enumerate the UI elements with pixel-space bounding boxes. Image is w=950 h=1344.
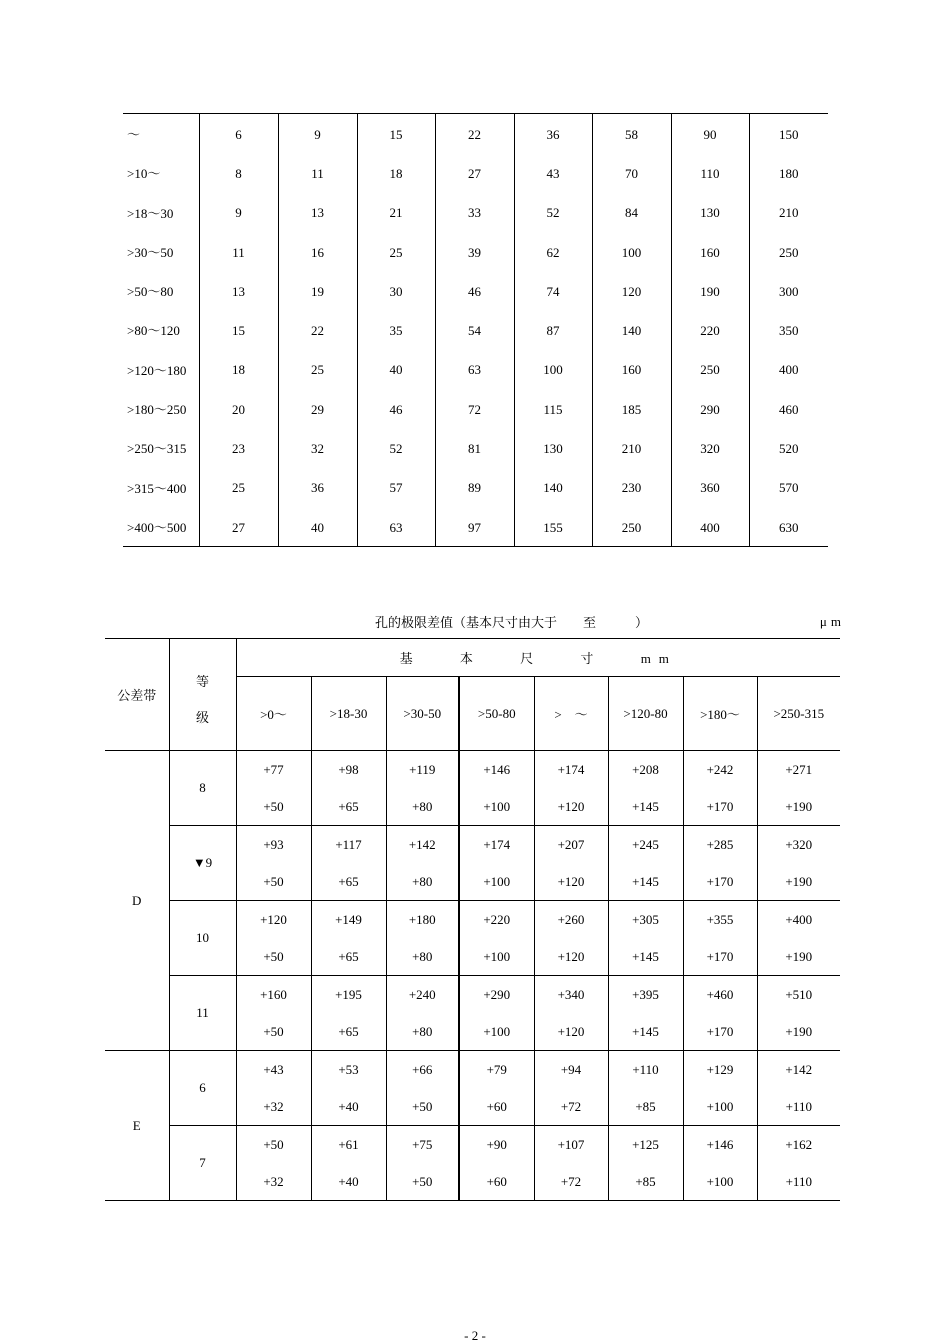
deviation-cell [459, 826, 534, 901]
lower-deviation: +100 [483, 799, 511, 814]
tolerance-value-cell: 97 [435, 507, 514, 547]
upper-deviation: +245 [632, 837, 659, 852]
zone-cell: D [105, 751, 169, 1051]
tolerance-value-cell: 35 [357, 310, 435, 349]
tolerance-value-cell: 40 [278, 507, 357, 547]
upper-deviation: +290 [483, 987, 511, 1002]
tolerance-value-cell: 54 [435, 310, 514, 349]
tolerance-value-cell: 18 [199, 350, 278, 389]
limit-deviation-caption [105, 612, 845, 632]
lower-deviation: +100 [706, 1099, 734, 1114]
deviation-cell [311, 826, 386, 901]
tolerance-value-cell: 130 [671, 193, 749, 232]
deviation-cell [311, 1126, 386, 1201]
upper-deviation: +142 [408, 837, 436, 852]
tolerance-row [123, 232, 828, 271]
tolerance-value-cell: 185 [592, 389, 671, 428]
tolerance-value-cell: 63 [357, 507, 435, 547]
tolerance-value-cell: 460 [749, 389, 828, 428]
tolerance-value-cell: 400 [671, 507, 749, 547]
deviation-cell [236, 826, 311, 901]
lower-deviation: +110 [785, 1174, 812, 1189]
tolerance-value-cell: 15 [199, 310, 278, 349]
lower-deviation: +100 [483, 1024, 511, 1039]
deviation-row [105, 826, 840, 901]
band-char-2: 本 [459, 652, 473, 667]
basic-size-header [236, 639, 840, 677]
lower-deviation: +50 [263, 949, 284, 964]
tolerance-value-cell: 520 [749, 428, 828, 467]
upper-deviation: +162 [785, 1137, 813, 1152]
upper-deviation: +355 [706, 912, 734, 927]
tolerance-value-cell: 120 [592, 271, 671, 310]
deviation-cell [236, 976, 311, 1051]
upper-deviation: +174 [483, 837, 511, 852]
tolerance-value-cell: 100 [514, 350, 592, 389]
lower-deviation: +190 [785, 1024, 813, 1039]
lower-deviation: +50 [412, 1099, 433, 1114]
tolerance-value-cell: 20 [199, 389, 278, 428]
tolerance-value-cell: 63 [435, 350, 514, 389]
band-unit: mm [640, 651, 677, 666]
deviation-cell [311, 751, 386, 826]
grade-cell: 11 [169, 976, 236, 1051]
tolerance-value-cell: 90 [671, 114, 749, 154]
lower-deviation: +100 [706, 1174, 734, 1189]
upper-deviation: +305 [632, 912, 659, 927]
lower-deviation: +190 [785, 949, 813, 964]
tolerance-value-cell: 21 [357, 193, 435, 232]
lower-deviation: +190 [785, 874, 813, 889]
size-range-cell: >400～500 [127, 519, 187, 535]
upper-deviation: +146 [483, 762, 511, 777]
tolerance-value-cell: 250 [671, 350, 749, 389]
lower-deviation: +65 [338, 1024, 359, 1039]
tolerance-value-cell: 18 [357, 153, 435, 192]
tolerance-value-cell: 130 [514, 428, 592, 467]
deviation-cell [236, 1051, 311, 1126]
tolerance-value-cell: 46 [435, 271, 514, 310]
tolerance-value-cell: 6 [199, 114, 278, 154]
lower-deviation: +80 [412, 874, 433, 889]
upper-deviation: +117 [335, 837, 362, 852]
tolerance-value-cell: 210 [592, 428, 671, 467]
tolerance-value-cell: 74 [514, 271, 592, 310]
band-char-3: 尺 [520, 652, 534, 667]
grade-cell: 8 [169, 751, 236, 826]
tolerance-value-cell: 300 [749, 271, 828, 310]
tolerance-value-cell: 150 [749, 114, 828, 154]
upper-deviation: +107 [557, 1137, 585, 1152]
deviation-cell [311, 1051, 386, 1126]
lower-deviation: +170 [706, 1024, 734, 1039]
tolerance-value-cell: 13 [199, 271, 278, 310]
deviation-cell [608, 901, 683, 976]
tolerance-value-cell: 250 [592, 507, 671, 547]
tolerance-value-cell: 16 [278, 232, 357, 271]
tolerance-value-cell: 58 [592, 114, 671, 154]
page-number: - 2 - [464, 1328, 486, 1343]
lower-deviation: +40 [338, 1174, 359, 1189]
size-header-cell: >0～ [236, 677, 311, 751]
tolerance-value-cell: 110 [671, 153, 749, 192]
size-header-cell: >250-315 [757, 677, 840, 751]
size-range-cell: >10～ [127, 166, 161, 182]
lower-deviation: +50 [263, 799, 284, 814]
deviation-row [105, 901, 840, 976]
grade-cell: 10 [169, 901, 236, 976]
lower-deviation: +120 [557, 799, 585, 814]
upper-deviation: +142 [785, 1062, 813, 1077]
deviation-cell [534, 751, 608, 826]
hole-limit-deviation-table-body [105, 639, 840, 1201]
upper-deviation: +220 [483, 912, 511, 927]
tolerance-value-cell: 52 [514, 193, 592, 232]
tolerance-value-cell: 350 [749, 310, 828, 349]
tolerance-row [123, 389, 828, 428]
tolerance-value-cell: 22 [278, 310, 357, 349]
upper-deviation: +320 [785, 837, 813, 852]
lower-deviation: +170 [706, 949, 734, 964]
size-header-cell: >50-80 [459, 677, 534, 751]
deviation-cell [386, 1126, 459, 1201]
tolerance-value-cell: 140 [514, 468, 592, 507]
upper-deviation: +93 [263, 837, 284, 852]
size-header-cell: >120-80 [608, 677, 683, 751]
upper-deviation: +271 [785, 762, 813, 777]
tolerance-value-cell: 11 [278, 153, 357, 192]
lower-deviation: +170 [706, 874, 734, 889]
tolerance-value-cell: 25 [199, 468, 278, 507]
tolerance-value-cell: 570 [749, 468, 828, 507]
upper-deviation: +77 [263, 762, 284, 777]
lower-deviation: +145 [632, 874, 659, 889]
lower-deviation: +85 [635, 1174, 656, 1189]
upper-deviation: +395 [632, 987, 659, 1002]
tolerance-value-cell: 250 [749, 232, 828, 271]
size-range-cell: >180～250 [127, 402, 187, 418]
deviation-cell [459, 1126, 534, 1201]
upper-deviation: +149 [335, 912, 362, 927]
tolerance-grade-table-body [123, 114, 828, 547]
tolerance-value-cell: 230 [592, 468, 671, 507]
lower-deviation: +80 [412, 949, 433, 964]
tolerance-row [123, 468, 828, 507]
deviation-cell [683, 976, 757, 1051]
tolerance-value-cell: 36 [514, 114, 592, 154]
deviation-cell [459, 751, 534, 826]
size-range-cell: ～ [127, 127, 141, 142]
deviation-cell [683, 1051, 757, 1126]
upper-deviation: +119 [409, 762, 436, 777]
deviation-cell [459, 901, 534, 976]
upper-deviation: +242 [706, 762, 734, 777]
upper-deviation: +50 [263, 1137, 284, 1152]
deviation-cell [386, 751, 459, 826]
lower-deviation: +145 [632, 1024, 659, 1039]
tolerance-row [123, 271, 828, 310]
tolerance-value-cell: 72 [435, 389, 514, 428]
deviation-cell [386, 826, 459, 901]
tolerance-value-cell: 210 [749, 193, 828, 232]
tolerance-value-cell: 39 [435, 232, 514, 271]
size-header-cell: >18-30 [311, 677, 386, 751]
deviation-cell [757, 826, 840, 901]
size-header-cell: > ～ [534, 677, 608, 751]
tolerance-value-cell: 30 [357, 271, 435, 310]
upper-deviation: +195 [335, 987, 362, 1002]
tolerance-value-cell: 22 [435, 114, 514, 154]
deviation-cell [683, 1126, 757, 1201]
deviation-cell [757, 901, 840, 976]
lower-deviation: +100 [483, 874, 511, 889]
lower-deviation: +120 [557, 874, 585, 889]
tolerance-value-cell: 52 [357, 428, 435, 467]
grade-cell: 6 [169, 1051, 236, 1126]
lower-deviation: +145 [632, 799, 659, 814]
lower-deviation: +145 [632, 949, 659, 964]
tolerance-value-cell: 400 [749, 350, 828, 389]
lower-deviation: +50 [263, 1024, 284, 1039]
upper-deviation: +510 [785, 987, 813, 1002]
tolerance-value-cell: 27 [199, 507, 278, 547]
lower-deviation: +120 [557, 949, 585, 964]
tolerance-value-cell: 9 [199, 193, 278, 232]
tolerance-value-cell: 115 [514, 389, 592, 428]
deviation-cell [311, 976, 386, 1051]
tolerance-value-cell: 84 [592, 193, 671, 232]
upper-deviation: +207 [557, 837, 585, 852]
tolerance-value-cell: 15 [357, 114, 435, 154]
deviation-row [105, 751, 840, 826]
tolerance-value-cell: 13 [278, 193, 357, 232]
tolerance-row [123, 350, 828, 389]
band-char-4: 寸 [580, 652, 594, 667]
tolerance-value-cell: 140 [592, 310, 671, 349]
tolerance-value-cell: 155 [514, 507, 592, 547]
lower-deviation: +50 [263, 874, 284, 889]
deviation-cell [757, 751, 840, 826]
lower-deviation: +40 [338, 1099, 359, 1114]
size-range-cell: >250～315 [127, 441, 187, 457]
tolerance-value-cell: 180 [749, 153, 828, 192]
deviation-cell [534, 1051, 608, 1126]
deviation-cell [757, 1126, 840, 1201]
lower-deviation: +170 [706, 799, 734, 814]
tolerance-value-cell: 100 [592, 232, 671, 271]
tolerance-grade-table [123, 113, 828, 547]
upper-deviation: +94 [560, 1062, 582, 1077]
deviation-cell [386, 901, 459, 976]
lower-deviation: +110 [785, 1099, 812, 1114]
deviation-cell [608, 976, 683, 1051]
lower-deviation: +65 [338, 874, 359, 889]
deviation-cell [534, 826, 608, 901]
deviation-cell [608, 826, 683, 901]
deviation-cell [757, 976, 840, 1051]
upper-deviation: +240 [408, 987, 436, 1002]
tolerance-value-cell: 62 [514, 232, 592, 271]
tolerance-value-cell: 290 [671, 389, 749, 428]
upper-deviation: +53 [338, 1062, 359, 1077]
deviation-cell [236, 751, 311, 826]
tolerance-row [123, 114, 828, 154]
lower-deviation: +72 [560, 1174, 582, 1189]
upper-deviation: +120 [260, 912, 287, 927]
deviation-cell [534, 976, 608, 1051]
grade-cell: ▼9 [169, 826, 236, 901]
upper-deviation: +75 [412, 1137, 433, 1152]
tolerance-value-cell: 32 [278, 428, 357, 467]
tolerance-value-cell: 81 [435, 428, 514, 467]
size-range-cell: >80～120 [127, 323, 180, 339]
lower-deviation: +80 [412, 799, 433, 814]
tolerance-value-cell: 630 [749, 507, 828, 547]
tolerance-row [123, 193, 828, 232]
deviation-cell [386, 1051, 459, 1126]
lower-deviation: +120 [557, 1024, 585, 1039]
zone-cell: E [105, 1051, 169, 1201]
upper-deviation: +110 [632, 1062, 659, 1077]
limit-deviation-title: 孔的极限差值（基本尺寸由大于 至 ） [375, 616, 649, 631]
tolerance-value-cell: 87 [514, 310, 592, 349]
lower-deviation: +60 [486, 1174, 507, 1189]
size-header-cell: >180～ [683, 677, 757, 751]
tolerance-value-cell: 11 [199, 232, 278, 271]
grade-cell: 7 [169, 1126, 236, 1201]
size-range-cell: >30～50 [127, 244, 174, 260]
tolerance-value-cell: 23 [199, 428, 278, 467]
upper-deviation: +66 [412, 1062, 433, 1077]
tolerance-value-cell: 46 [357, 389, 435, 428]
lower-deviation: +65 [338, 949, 359, 964]
deviation-cell [608, 1051, 683, 1126]
lower-deviation: +32 [263, 1099, 284, 1114]
deviation-cell [608, 1126, 683, 1201]
lower-deviation: +50 [412, 1174, 433, 1189]
upper-deviation: +174 [557, 762, 585, 777]
tolerance-value-cell: 25 [278, 350, 357, 389]
deviation-cell [311, 901, 386, 976]
tolerance-value-cell: 9 [278, 114, 357, 154]
upper-deviation: +160 [260, 987, 287, 1002]
tolerance-value-cell: 27 [435, 153, 514, 192]
tolerance-row [123, 153, 828, 192]
upper-deviation: +90 [486, 1137, 507, 1152]
tolerance-value-cell: 29 [278, 389, 357, 428]
deviation-cell [608, 751, 683, 826]
grade-header-bottom: 级 [195, 710, 209, 726]
deviation-cell [386, 976, 459, 1051]
size-header-cell: >30-50 [386, 677, 459, 751]
deviation-cell [236, 901, 311, 976]
lower-deviation: +80 [412, 1024, 433, 1039]
size-range-cell: >315～400 [127, 480, 187, 496]
upper-deviation: +125 [632, 1137, 659, 1152]
upper-deviation: +400 [785, 912, 813, 927]
deviation-cell [683, 901, 757, 976]
lower-deviation: +100 [483, 949, 511, 964]
tolerance-value-cell: 33 [435, 193, 514, 232]
tolerance-value-cell: 89 [435, 468, 514, 507]
upper-deviation: +460 [706, 987, 734, 1002]
tolerance-value-cell: 43 [514, 153, 592, 192]
upper-deviation: +61 [338, 1137, 359, 1152]
lower-deviation: +32 [263, 1174, 284, 1189]
upper-deviation: +285 [706, 837, 734, 852]
lower-deviation: +190 [785, 799, 813, 814]
tolerance-row [123, 507, 828, 547]
grade-header-top: 等 [195, 674, 209, 690]
tolerance-value-cell: 220 [671, 310, 749, 349]
zone-header: 公差带 [105, 639, 169, 751]
deviation-cell [236, 1126, 311, 1201]
lower-deviation: +85 [635, 1099, 656, 1114]
upper-deviation: +129 [706, 1062, 734, 1077]
deviation-cell [459, 1051, 534, 1126]
tolerance-value-cell: 70 [592, 153, 671, 192]
size-range-cell: >18～30 [127, 205, 174, 221]
deviation-row [105, 1051, 840, 1126]
upper-deviation: +340 [557, 987, 585, 1002]
unit-label: μm [819, 614, 845, 629]
upper-deviation: +260 [557, 912, 585, 927]
tolerance-value-cell: 360 [671, 468, 749, 507]
lower-deviation: +60 [486, 1099, 507, 1114]
tolerance-row [123, 310, 828, 349]
deviation-cell [534, 901, 608, 976]
tolerance-value-cell: 57 [357, 468, 435, 507]
upper-deviation: +180 [408, 912, 436, 927]
tolerance-value-cell: 320 [671, 428, 749, 467]
tolerance-value-cell: 190 [671, 271, 749, 310]
deviation-cell [459, 976, 534, 1051]
upper-deviation: +98 [338, 762, 359, 777]
grade-header [169, 639, 236, 751]
deviation-cell [757, 1051, 840, 1126]
tolerance-value-cell: 40 [357, 350, 435, 389]
deviation-cell [534, 1126, 608, 1201]
deviation-row [105, 976, 840, 1051]
upper-deviation: +79 [486, 1062, 507, 1077]
upper-deviation: +43 [263, 1062, 284, 1077]
upper-deviation: +146 [706, 1137, 734, 1152]
tolerance-value-cell: 25 [357, 232, 435, 271]
deviation-cell [683, 751, 757, 826]
tolerance-value-cell: 19 [278, 271, 357, 310]
tolerance-value-cell: 160 [592, 350, 671, 389]
lower-deviation: +65 [338, 799, 359, 814]
tolerance-value-cell: 36 [278, 468, 357, 507]
tolerance-value-cell: 160 [671, 232, 749, 271]
upper-deviation: +208 [632, 762, 659, 777]
deviation-cell [683, 826, 757, 901]
tolerance-value-cell: 8 [199, 153, 278, 192]
deviation-row [105, 1126, 840, 1201]
hole-limit-deviation-table [105, 638, 840, 1201]
tolerance-row [123, 428, 828, 467]
size-range-cell: >50～80 [127, 284, 174, 300]
band-char-1: 基 [399, 652, 413, 667]
lower-deviation: +72 [560, 1099, 582, 1114]
size-range-cell: >120～180 [127, 362, 187, 378]
